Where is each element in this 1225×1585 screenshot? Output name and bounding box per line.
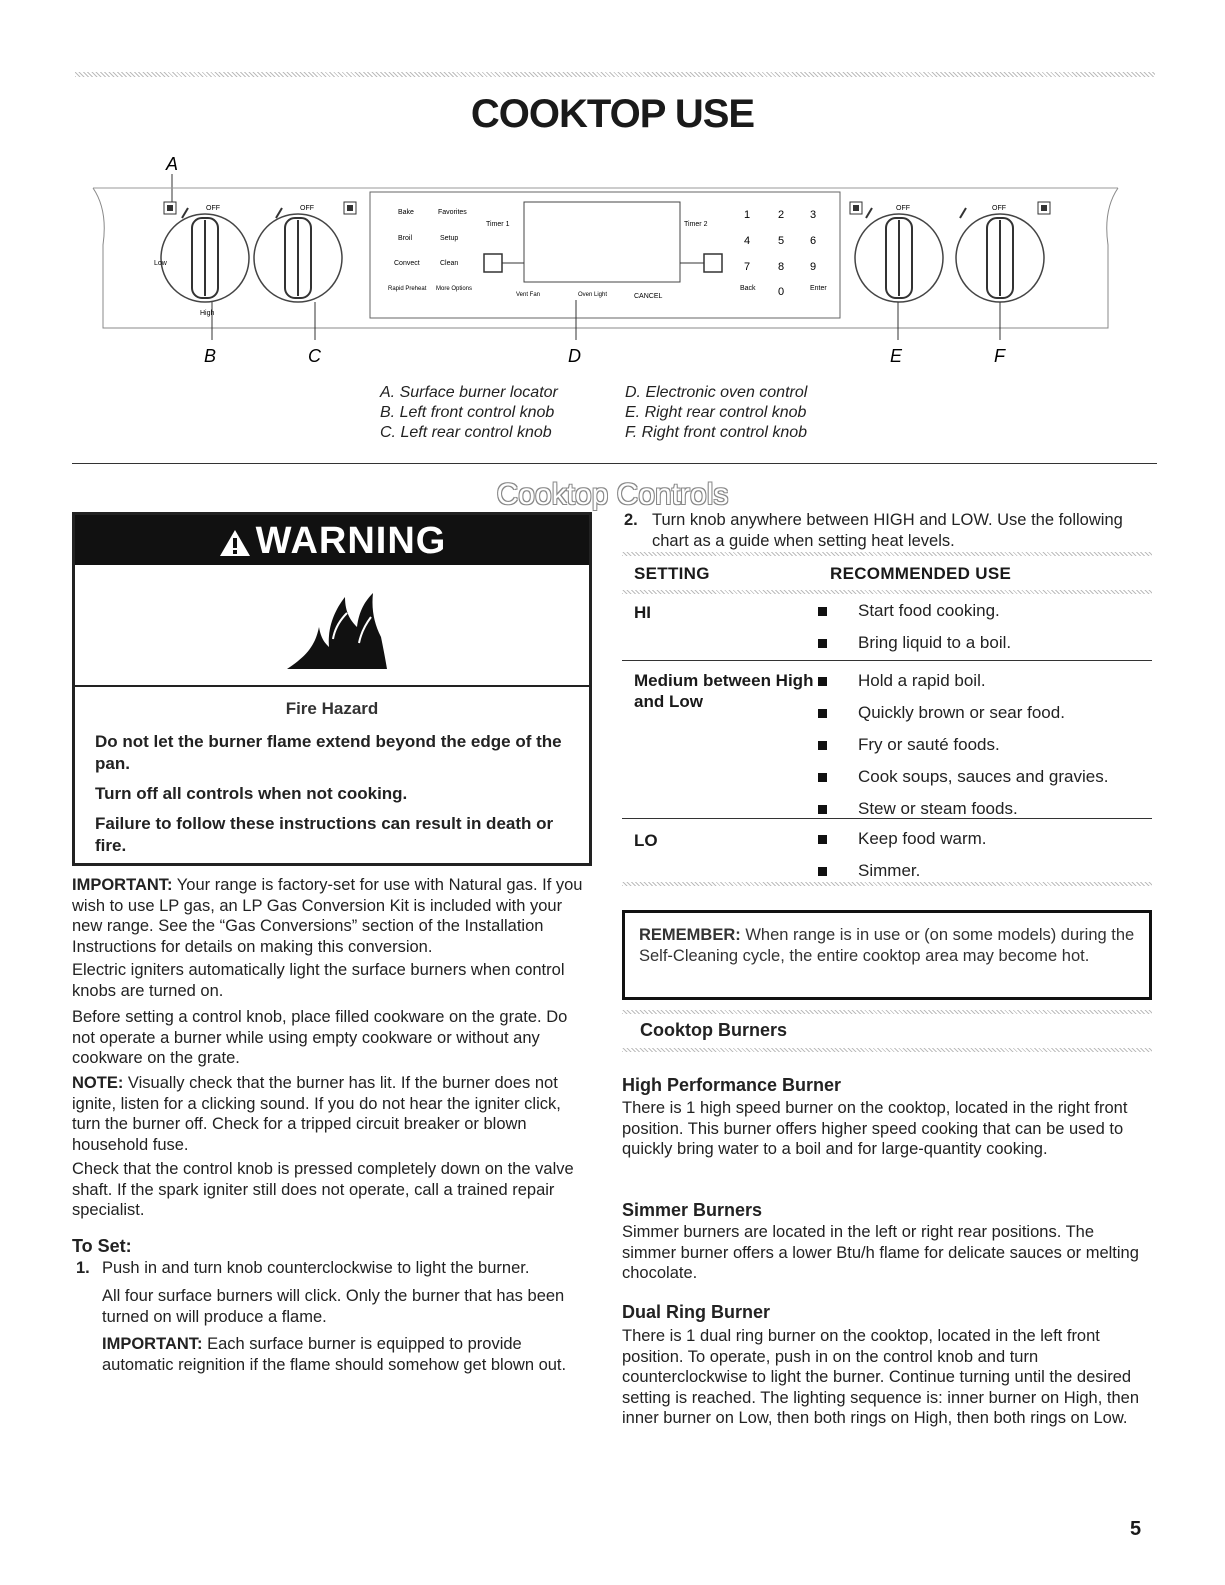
section-title: Cooktop Controls [496, 478, 729, 511]
knob-off-label-1: OFF [206, 205, 220, 212]
key-rapid-preheat: Rapid Preheat [388, 286, 427, 292]
callout-b: B [204, 346, 217, 365]
bullet-icon [818, 639, 827, 648]
callout-a: A [166, 154, 179, 174]
setting-medium: Medium between High and Low [634, 671, 814, 711]
digit-7: 7 [744, 261, 751, 273]
key-enter: Enter [810, 285, 827, 292]
burners-top-rule [622, 1010, 1152, 1014]
bullet-icon [818, 773, 827, 782]
warning-box [72, 512, 592, 866]
key-vent-fan: Vent Fan [516, 292, 541, 298]
legend-item: D. Electronic oven control [625, 384, 808, 401]
important-reignition [102, 1334, 582, 1375]
step-2-number: 2. [624, 511, 638, 529]
to-set-heading: To Set: [72, 1236, 132, 1256]
note-paragraph [72, 1073, 592, 1155]
page-title: COOKTOP USE [470, 92, 755, 136]
warning-header [75, 515, 589, 565]
key-favorites: Favorites [438, 209, 467, 216]
warning-body [75, 689, 589, 861]
digit-3: 3 [810, 209, 817, 221]
knob-high-label: High [200, 310, 215, 317]
dual-ring-heading: Dual Ring Burner [622, 1302, 771, 1322]
remember-box [622, 910, 1152, 1000]
step-2: Turn knob anywhere between HIGH and LOW. Use the following chart as a guide when setting heat levels. [652, 511, 1123, 550]
key-convect: Convect [394, 260, 420, 267]
bullet-icon [818, 805, 827, 814]
burners-bottom-rule [622, 1048, 1152, 1052]
simmer-heading: Simmer Burners [622, 1200, 763, 1220]
dual-ring-text: There is 1 dual ring burner on the cooktop, located in the left front position. To operate, push in on the control knob and turn counterclockwise to light the burner. Continue turning until the desired setting is reached. The lighting sequence is: inner burner on High, then inner burner on Low, then both rings on High, then both rings on Low. [622, 1327, 1140, 1427]
bullet-icon [818, 741, 827, 750]
table-header-setting: SETTING [634, 564, 710, 583]
key-oven-light: Oven Light [578, 292, 608, 298]
digit-6: 6 [810, 235, 817, 247]
page-number: 5 [1130, 1518, 1142, 1540]
section-divider [72, 463, 1157, 464]
table-bottom-rule [622, 882, 1152, 886]
legend-item: E. Right rear control knob [625, 404, 807, 421]
digit-1: 1 [744, 209, 751, 221]
setting-lo: LO [634, 831, 658, 850]
key-broil: Broil [398, 235, 413, 242]
note-text: Visually check that the burner has lit. If the burner does not ignite, listen for a clicking sound. If you do not hear the igniter click, turn the burner off. Check for a tripped circuit breaker or blown household fuse. [72, 1074, 561, 1154]
right-knobs [850, 202, 1050, 302]
important2-text: Each surface burner is equipped to provide automatic reignition if the flame should somehow get blown out. [102, 1335, 567, 1374]
row-divider [622, 660, 1152, 661]
digit-2: 2 [778, 209, 785, 221]
knob-off-label-3: OFF [896, 205, 910, 212]
top-rule [75, 72, 1155, 77]
legend-item: B. Left front control knob [380, 404, 555, 421]
cooktop-burners-heading: Cooktop Burners [640, 1020, 788, 1040]
step-1: Push in and turn knob counterclockwise to light the burner. [102, 1259, 530, 1277]
digit-9: 9 [810, 261, 817, 273]
legend-left [380, 383, 558, 443]
control-panel-diagram [88, 150, 1138, 365]
callout-f: F [994, 346, 1005, 365]
key-bake: Bake [398, 209, 414, 216]
left-knobs [154, 202, 356, 317]
warning-triangle-icon [218, 528, 252, 558]
warning-line: Turn off all controls when not cooking. [95, 784, 408, 803]
warning-line: Failure to follow these instructions can result in death or fire. [95, 814, 554, 855]
knob-off-label-2: OFF [300, 205, 314, 212]
warning-word: WARNING [255, 520, 447, 562]
high-performance-text: There is 1 high speed burner on the cooktop, located in the right front position. This burner offers higher speed cooking that can be used to quickly bring water to a boil and for large-quantity cooking. [622, 1099, 1128, 1158]
electronic-control [370, 192, 840, 318]
igniters-paragraph: Electric igniters automatically light the surface burners when control knobs are turned on. [72, 961, 565, 1000]
digit-0: 0 [778, 286, 785, 298]
key-clean: Clean [440, 260, 459, 267]
simmer-text: Simmer burners are located in the left or right rear positions. The simmer burner offers a lower Btu/h flame for delicate sauces or melting chocolate. [622, 1223, 1139, 1282]
table-top-rule [622, 552, 1152, 556]
before-paragraph: Before setting a control knob, place filled cookware on the grate. Do not operate a burner while using empty cookware or without any cookware on the grate. [72, 1008, 568, 1067]
digit-5: 5 [778, 235, 785, 247]
remember-label: REMEMBER: [639, 926, 741, 944]
flame-icon [275, 577, 395, 677]
legend-item: C. Left rear control knob [380, 424, 552, 441]
key-setup: Setup [440, 235, 459, 242]
warning-line: Do not let the burner flame extend beyond the edge of the pan. [95, 732, 562, 773]
step-1-number: 1. [76, 1259, 90, 1277]
important-text: Your range is factory-set for use with Natural gas. If you wish to use LP gas, an LP Gas Conversion Kit is included with your new range. See the “Gas Conversions” section of the Installation Instructions for details on making this conversion. [72, 876, 583, 956]
timer1-label: Timer 1 [486, 221, 510, 228]
remember-text: When range is in use or (on some models) during the Self-Cleaning cycle, the entire cooktop area may become hot. [639, 926, 1135, 965]
row-divider [622, 818, 1152, 819]
bullet-icon [818, 607, 827, 616]
bullet-icon [818, 677, 827, 686]
setting-hi: HI [634, 603, 651, 622]
legend-item: F. Right front control knob [625, 424, 808, 441]
key-back: Back [740, 285, 756, 292]
callout-c: C [308, 346, 321, 365]
knob-off-label-4: OFF [992, 205, 1006, 212]
digit-4: 4 [744, 235, 751, 247]
bullet-icon [818, 867, 827, 876]
key-cancel: CANCEL [634, 293, 663, 300]
table-header-rule [622, 590, 1152, 594]
note-label: NOTE: [72, 1074, 124, 1092]
warning-image [75, 565, 589, 687]
key-more-options: More Options [436, 286, 473, 292]
callout-e: E [890, 346, 903, 365]
legend-right [625, 383, 807, 443]
knob-low-label: Low [154, 260, 167, 267]
table-header-use: RECOMMENDED USE [830, 564, 1012, 583]
important-paragraph [72, 875, 592, 957]
fire-hazard-title: Fire Hazard [285, 699, 379, 718]
bullet-icon [818, 835, 827, 844]
high-performance-heading: High Performance Burner [622, 1075, 842, 1095]
important2-label: IMPORTANT: [102, 1335, 203, 1353]
check-paragraph: Check that the control knob is pressed completely down on the valve shaft. If the spark igniter still does not operate, call a trained repair specialist. [72, 1160, 574, 1219]
important-label: IMPORTANT: [72, 876, 173, 894]
step-1-detail: All four surface burners will click. Only the burner that has been turned on will produce a flame. [102, 1287, 565, 1326]
timer2-label: Timer 2 [684, 221, 708, 228]
digit-8: 8 [778, 261, 785, 273]
legend-item: A. Surface burner locator [380, 384, 558, 401]
bullet-icon [818, 709, 827, 718]
callout-d: D [568, 346, 581, 365]
display-window [524, 202, 680, 282]
